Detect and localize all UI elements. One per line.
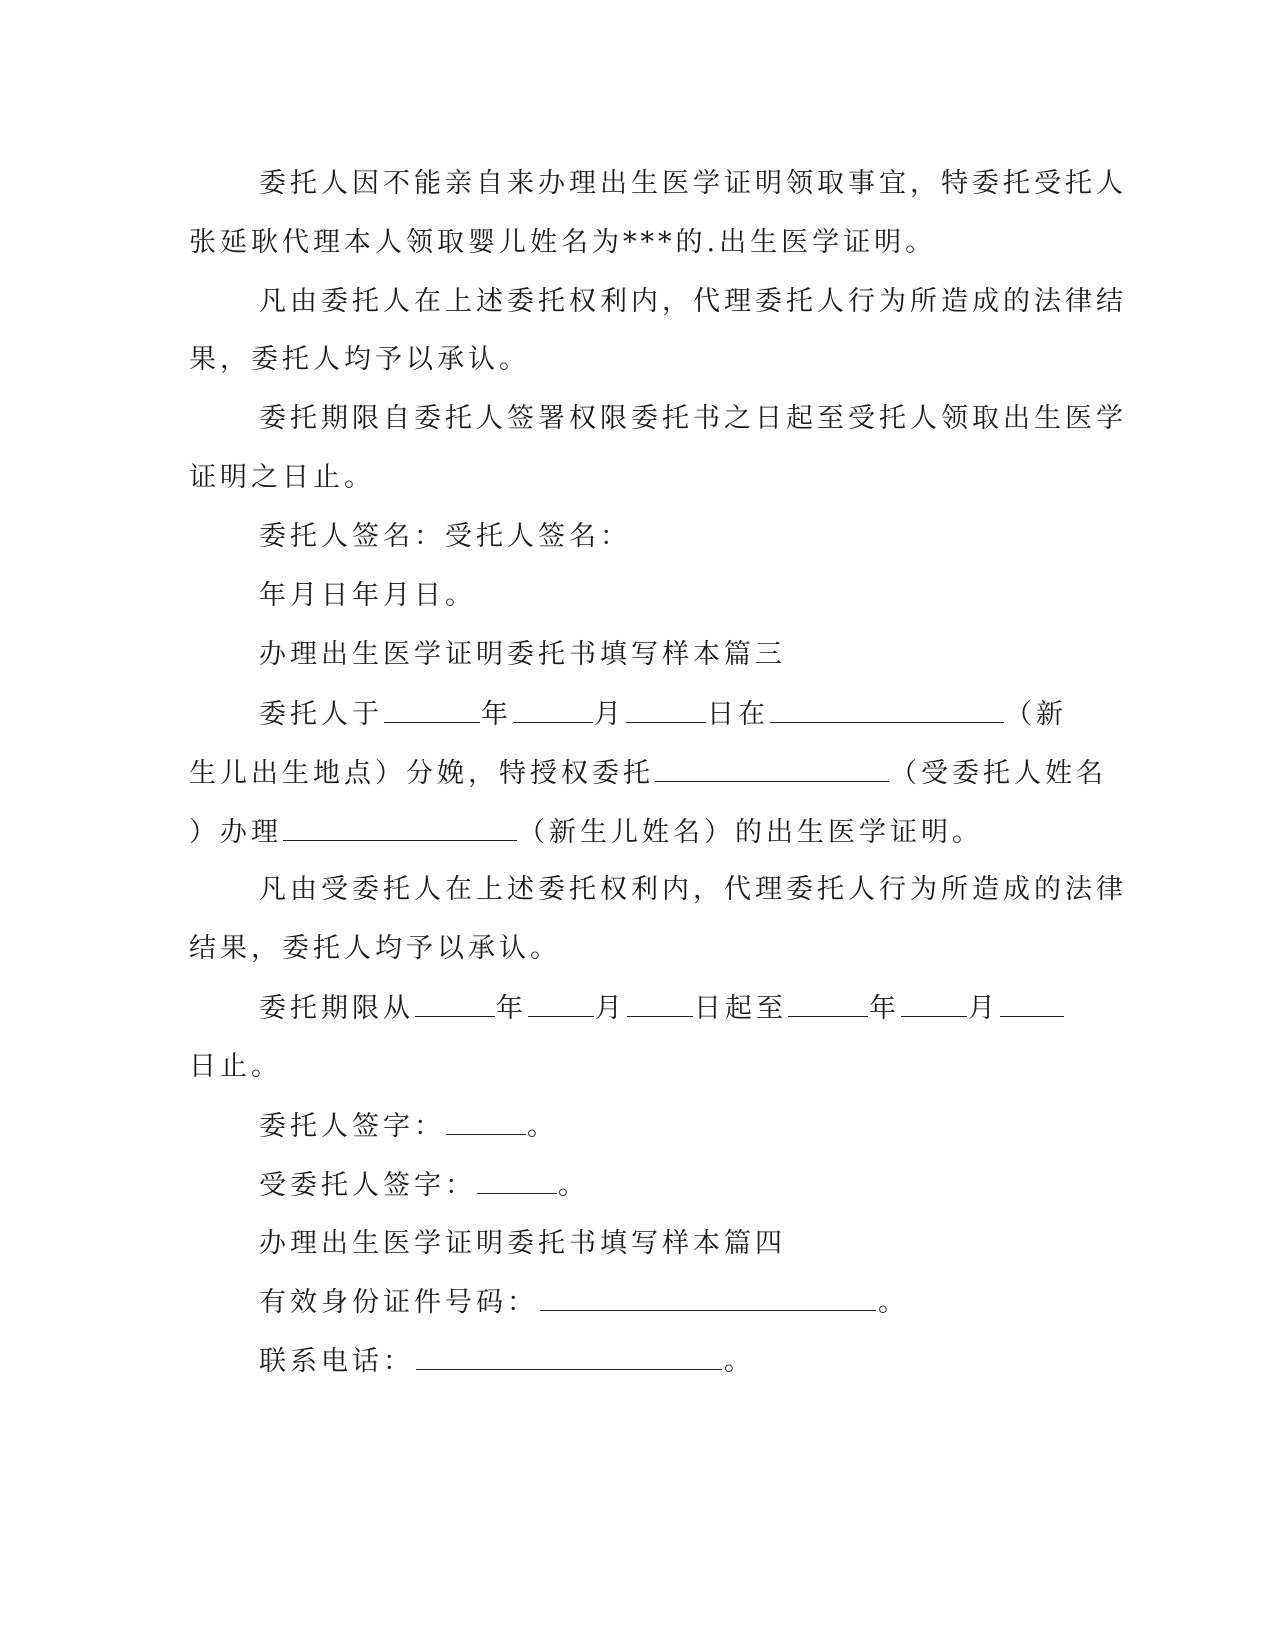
form-text: 。 (878, 1287, 909, 1318)
paragraph-3-line-2: 证明之日止。 (189, 462, 375, 493)
blank-phone[interactable] (416, 1353, 722, 1370)
form-text: 月 (595, 993, 626, 1024)
blank-month[interactable] (513, 698, 593, 723)
form-text: 日在 (707, 699, 769, 730)
blank-start-month[interactable] (528, 992, 594, 1017)
section-heading-4: 办理出生医学证明委托书填写样本篇四 (259, 1228, 786, 1259)
form-text: 。 (724, 1346, 755, 1377)
form-text: ）办理 (189, 817, 282, 848)
term-line (259, 992, 1065, 1025)
blank-end-year[interactable] (788, 992, 868, 1017)
form-text: 。 (558, 1170, 589, 1201)
form-text: 年 (869, 993, 900, 1024)
form-line-3 (189, 816, 983, 849)
form-text: （新 (1005, 699, 1067, 730)
signature-line: 委托人签名：受托人签名： (259, 521, 631, 552)
form-line-1 (259, 698, 1067, 731)
blank-trustee-signature[interactable] (477, 1169, 557, 1194)
blank-id-number[interactable] (540, 1294, 876, 1311)
blank-trustee-name[interactable] (655, 757, 889, 782)
form-text: 有效身份证件号码： (259, 1287, 538, 1318)
blank-newborn-name[interactable] (283, 816, 517, 841)
client-signature (259, 1110, 558, 1143)
trustee-signature (259, 1169, 589, 1202)
form-text: 月 (594, 699, 625, 730)
section-heading-3: 办理出生医学证明委托书填写样本篇三 (259, 639, 786, 670)
term-line-2: 日止。 (189, 1051, 282, 1082)
id-number-line (259, 1287, 909, 1319)
form-text: 委托人签字： (259, 1111, 445, 1142)
blank-day[interactable] (626, 698, 706, 723)
form-text: （新生儿姓名）的出生医学证明。 (518, 817, 983, 848)
blank-end-day[interactable] (1000, 992, 1064, 1017)
blank-start-day[interactable] (627, 992, 693, 1017)
paragraph-4-line-2: 结果，委托人均予以承认。 (189, 933, 561, 964)
phone-line (259, 1346, 755, 1378)
blank-client-signature[interactable] (446, 1110, 526, 1135)
form-text: 委托人于 (259, 699, 383, 730)
paragraph-2-line-2: 果，委托人均予以承认。 (189, 344, 530, 375)
paragraph-1-line-2: 张延耿代理本人领取婴儿姓名为***的.出生医学证明。 (189, 227, 937, 258)
form-text: 联系电话： (259, 1346, 414, 1377)
form-text: 年 (496, 993, 527, 1024)
form-text: 生儿出生地点）分娩，特授权委托 (189, 758, 654, 789)
paragraph-4-line-1: 凡由受委托人在上述委托权利内，代理委托人行为所造成的法律 (259, 874, 1127, 905)
form-text: 委托期限从 (259, 993, 414, 1024)
form-text: 月 (968, 993, 999, 1024)
paragraph-3-line-1: 委托期限自委托人签署权限委托书之日起至受托人领取出生医学 (259, 403, 1127, 434)
form-text: （受委托人姓名 (890, 758, 1107, 789)
form-text: 。 (527, 1111, 558, 1142)
form-text: 受委托人签字： (259, 1170, 476, 1201)
blank-end-month[interactable] (901, 992, 967, 1017)
blank-year[interactable] (384, 698, 480, 723)
date-line: 年月日年月日。 (259, 580, 476, 611)
paragraph-1-line-1: 委托人因不能亲自来办理出生医学证明领取事宜，特委托受托人 (259, 168, 1127, 199)
blank-birth-place[interactable] (770, 698, 1004, 723)
form-text: 日起至 (694, 993, 787, 1024)
form-text: 年 (481, 699, 512, 730)
form-line-2 (189, 757, 1107, 790)
blank-start-year[interactable] (415, 992, 495, 1017)
paragraph-2-line-1: 凡由委托人在上述委托权利内，代理委托人行为所造成的法律结 (259, 286, 1127, 317)
